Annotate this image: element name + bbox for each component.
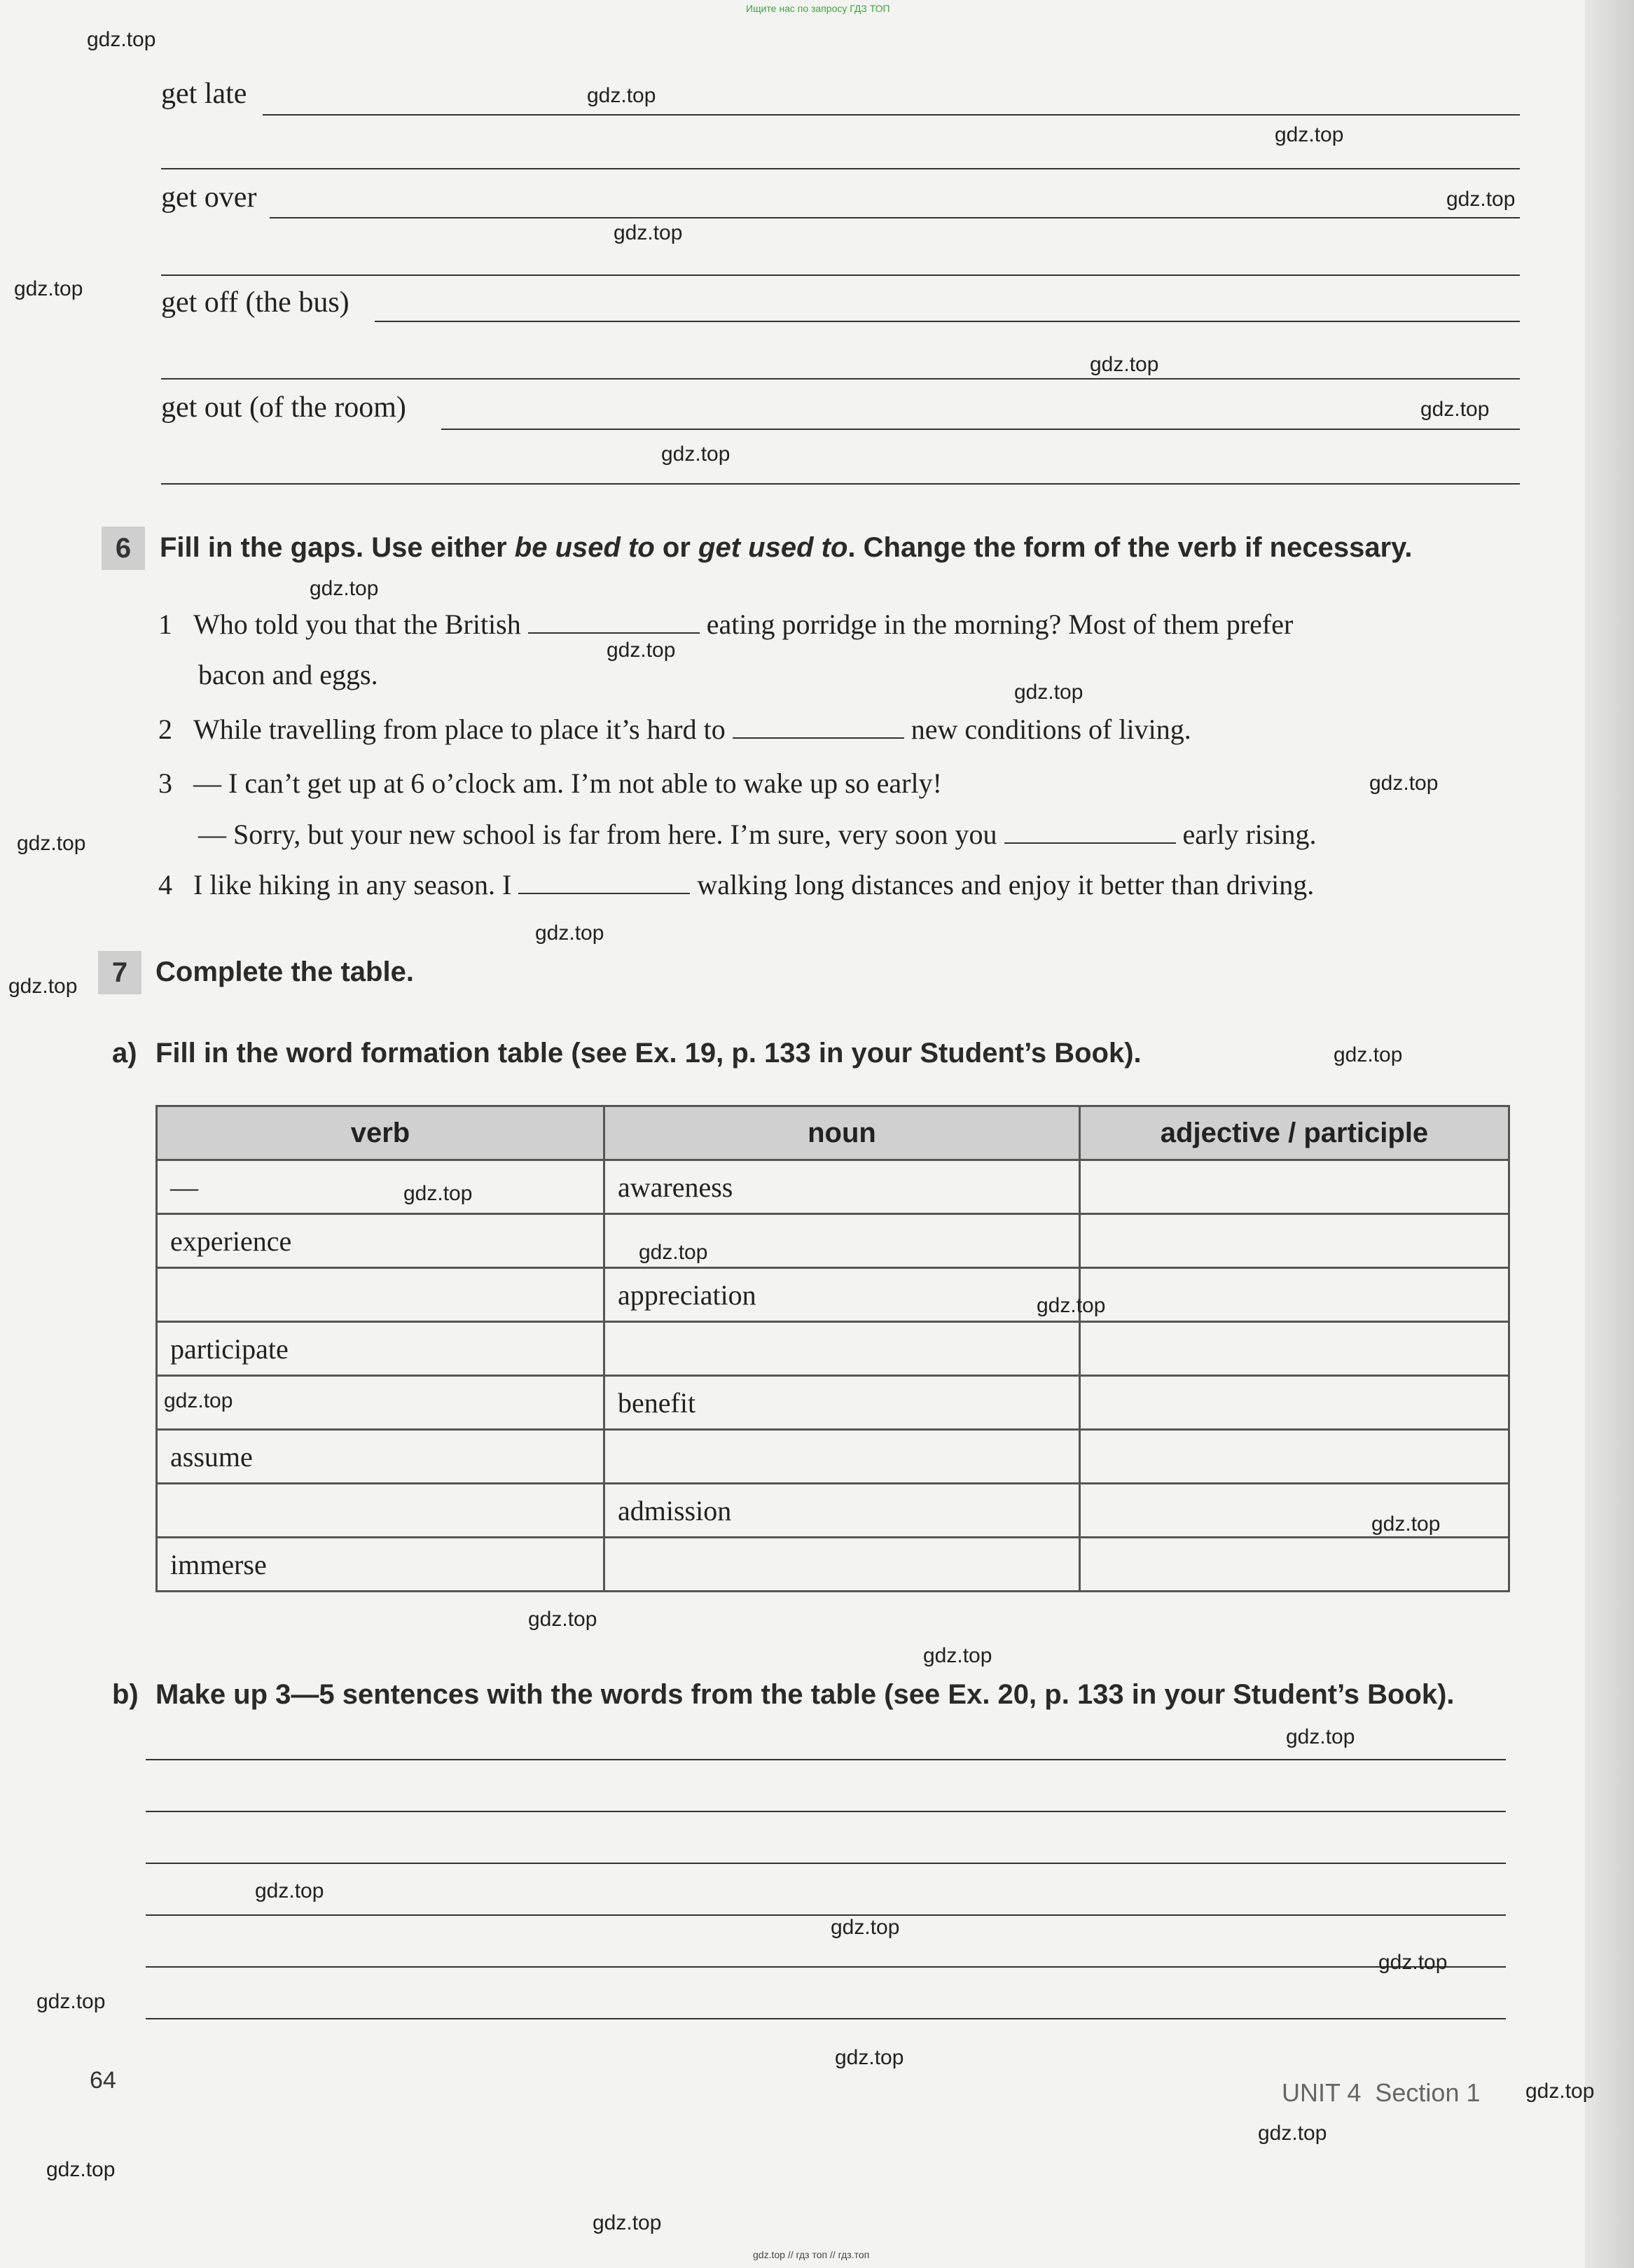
table-cell[interactable]: appreciation <box>604 1268 1080 1322</box>
watermark: gdz.top <box>835 2046 904 2069</box>
exercise-6-sentence-3-reply: — Sorry, but your new school is far from here. I’m sure, very soon you early rising. <box>198 819 1317 850</box>
header-note: Ищите нас по запросу ГДЗ ТОП <box>746 3 890 14</box>
watermark: gdz.top <box>1446 188 1516 211</box>
answer-line[interactable] <box>263 114 1520 116</box>
table-cell[interactable]: — <box>157 1160 604 1214</box>
header-adjective: adjective / participle <box>1080 1106 1509 1160</box>
exercise-7a-label: a) <box>112 1038 137 1069</box>
watermark: gdz.top <box>1037 1294 1106 1317</box>
phrase-get-off: get off (the bus) <box>161 286 349 319</box>
watermark: gdz.top <box>1420 398 1490 421</box>
table-row <box>157 1160 1509 1214</box>
gap-3[interactable] <box>1004 821 1176 844</box>
watermark: gdz.top <box>1275 123 1344 146</box>
watermark: gdz.top <box>535 921 604 945</box>
watermark: gdz.top <box>1286 1725 1355 1748</box>
answer-line[interactable] <box>146 1863 1506 1864</box>
phrase-get-late: get late <box>161 78 247 110</box>
answer-line[interactable] <box>375 321 1520 322</box>
answer-line[interactable] <box>161 378 1520 380</box>
table-row <box>157 1538 1509 1592</box>
watermark: gdz.top <box>255 1879 324 1902</box>
header-verb: verb <box>157 1106 604 1160</box>
table-cell[interactable]: awareness <box>604 1160 1080 1214</box>
exercise-6-sentence-4: 4 I like hiking in any season. I walking long distances and enjoy it better than driving. <box>158 869 1315 900</box>
table-cell[interactable] <box>604 1322 1080 1376</box>
gap-1[interactable] <box>528 611 700 634</box>
table-cell[interactable]: admission <box>604 1484 1080 1538</box>
table-cell[interactable]: experience <box>157 1214 604 1268</box>
phrase-get-over: get over <box>161 181 257 214</box>
gap-4[interactable] <box>518 872 690 894</box>
table-row <box>157 1376 1509 1430</box>
table-cell[interactable]: immerse <box>157 1538 604 1592</box>
exercise-6-instruction: Fill in the gaps. Use either be used to or get used to. Change the form of the verb if necessary. <box>160 532 1413 563</box>
watermark: gdz.top <box>46 2158 116 2181</box>
footer-unit: UNIT 4 Section 1 <box>1282 2078 1481 2107</box>
exercise-6-sentence-1: 1 Who told you that the British eating porridge in the morning? Most of them prefer <box>158 608 1294 640</box>
watermark: gdz.top <box>1014 681 1083 704</box>
table-cell[interactable]: benefit <box>604 1376 1080 1430</box>
gap-2[interactable] <box>733 716 904 739</box>
table-cell[interactable]: participate <box>157 1322 604 1376</box>
watermark: gdz.top <box>1369 772 1439 795</box>
header-noun: noun <box>604 1106 1080 1160</box>
page-edge-shadow <box>1585 0 1634 2268</box>
watermark: gdz.top <box>1371 1512 1441 1536</box>
answer-line[interactable] <box>161 483 1520 485</box>
exercise-7-number: 7 <box>98 951 141 994</box>
exercise-6-number: 6 <box>102 527 145 570</box>
watermark: gdz.top <box>587 84 656 107</box>
exercise-7b-label: b) <box>112 1679 139 1710</box>
answer-line[interactable] <box>146 1914 1506 1916</box>
answer-line[interactable] <box>146 1811 1506 1812</box>
watermark: gdz.top <box>8 975 78 998</box>
answer-line[interactable] <box>270 217 1520 218</box>
watermark: gdz.top <box>17 832 86 855</box>
table-cell[interactable] <box>604 1538 1080 1592</box>
table-cell[interactable] <box>1080 1430 1509 1484</box>
watermark: gdz.top <box>1334 1043 1403 1066</box>
watermark: gdz.top <box>14 277 83 300</box>
table-row <box>157 1268 1509 1322</box>
exercise-7a-instruction: Fill in the word formation table (see Ex. 19, p. 133 in your Student’s Book). <box>155 1038 1142 1069</box>
answer-line[interactable] <box>146 2018 1506 2019</box>
watermark: gdz.top <box>639 1241 708 1264</box>
exercise-7b-instruction: Make up 3—5 sentences with the words from the table (see Ex. 20, p. 133 in your Student’s Book). <box>155 1679 1455 1710</box>
watermark: gdz.top <box>593 2211 662 2234</box>
watermark: gdz.top <box>528 1608 597 1631</box>
answer-line[interactable] <box>161 168 1520 169</box>
watermark: gdz.top <box>1090 353 1159 376</box>
watermark: gdz.top <box>403 1182 473 1205</box>
phrase-get-out: get out (of the room) <box>161 391 406 424</box>
table-row <box>157 1484 1509 1538</box>
table-cell[interactable] <box>1080 1322 1509 1376</box>
table-row <box>157 1214 1509 1268</box>
answer-line[interactable] <box>441 429 1520 430</box>
watermark: gdz.top <box>831 1916 900 1939</box>
watermark: gdz.top <box>614 221 683 244</box>
watermark: gdz.top <box>1258 2122 1327 2145</box>
exercise-6-sentence-3: 3 — I can’t get up at 6 o’clock am. I’m not able to wake up so early! <box>158 767 942 799</box>
table-cell[interactable] <box>1080 1376 1509 1430</box>
table-row <box>157 1430 1509 1484</box>
watermark: gdz.top <box>661 443 731 466</box>
table-cell[interactable] <box>157 1484 604 1538</box>
watermark: gdz.top <box>164 1389 233 1412</box>
table-cell[interactable]: assume <box>157 1430 604 1484</box>
word-formation-table <box>155 1105 1510 1592</box>
table-cell[interactable] <box>1080 1484 1509 1538</box>
table-cell[interactable] <box>1080 1538 1509 1592</box>
watermark: gdz.top <box>923 1644 992 1667</box>
table-cell[interactable] <box>1080 1214 1509 1268</box>
answer-line[interactable] <box>146 1966 1506 1968</box>
exercise-6-sentence-1-cont: bacon and eggs. <box>198 659 378 690</box>
answer-line[interactable] <box>146 1759 1506 1760</box>
exercise-6-sentence-2: 2 While travelling from place to place it’s hard to new conditions of living. <box>158 714 1191 745</box>
table-cell[interactable] <box>604 1430 1080 1484</box>
watermark: gdz.top <box>36 1990 106 2013</box>
page-number: 64 <box>90 2067 116 2094</box>
exercise-7-instruction: Complete the table. <box>155 956 414 987</box>
table-row <box>157 1322 1509 1376</box>
table-cell[interactable] <box>157 1268 604 1322</box>
watermark: gdz.top <box>1525 2080 1595 2103</box>
answer-line[interactable] <box>161 274 1520 276</box>
watermark: gdz.top <box>607 639 676 662</box>
table-cell[interactable] <box>1080 1268 1509 1322</box>
watermark: gdz.top <box>1378 1951 1448 1974</box>
table-cell[interactable] <box>1080 1160 1509 1214</box>
watermark: gdz.top <box>87 28 156 51</box>
table-header-row <box>157 1106 1509 1160</box>
watermark: gdz.top <box>310 577 379 600</box>
footer-note: gdz.top // гдз топ // гдз.топ <box>753 2249 870 2260</box>
